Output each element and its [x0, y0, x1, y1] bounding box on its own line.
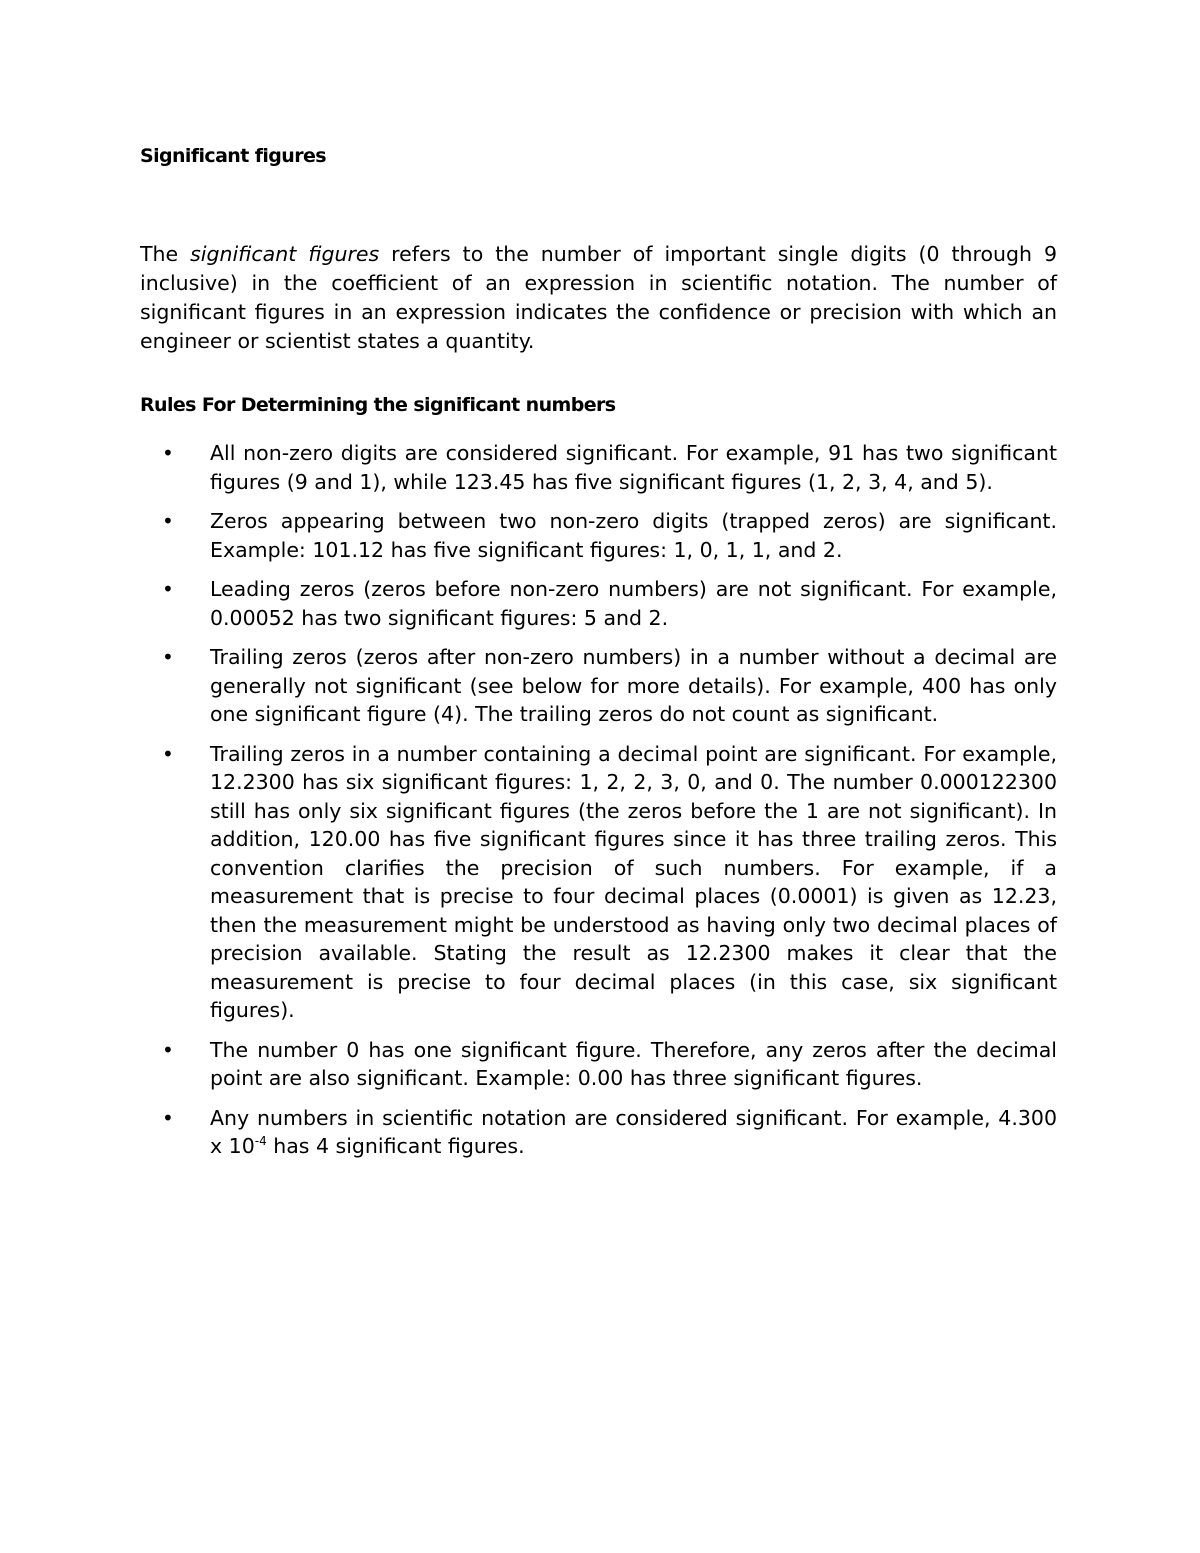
rule-text: Trailing zeros in a number containing a decimal point are significant. For example, 12.2300 has six significant figures: 1, 2, 2, 3, 0, and 0. The number 0.000122300 still has only six significant figures (the zeros before the 1 are not significant). In addition, 120.00 has five significant figures since it has three trailing zeros. This convention clarifies the precision of such numbers. For example, if a measurement that is precise to four decimal places (0.0001) is given as 12.23, then the measurement might be understood as having only two decimal places of precision available. Stating the result as 12.2300 makes it clear that the measurement is precise to four decimal places (in this case, six significant figures). [210, 741, 1057, 1022]
intro-text-end: refers to the number of important single digits (0 through 9 inclusive) in the coefficient of an expression in scientific notation. The number of significant figures in an expression indicates the confidence or precision with which an engineer or scientist states a quantity. [140, 242, 1058, 353]
rule-item-5 [140, 740, 1057, 1025]
rule-text-after: has 4 significant figures. [266, 1134, 525, 1158]
intro-term: significant figures [190, 242, 380, 266]
rule-item-7 [140, 1104, 1057, 1161]
rule-item-4 [140, 643, 1057, 729]
bullet-icon: • [162, 441, 174, 465]
rule-text: Leading zeros (zeros before non-zero numbers) are not significant. For example, 0.00052 has two significant figures: 5 and 2. [210, 577, 1057, 630]
rules-heading: Rules For Determining the significant numbers [140, 394, 616, 416]
exponent: -4 [254, 1134, 267, 1149]
document-page [140, 142, 1057, 1172]
bullet-icon: • [162, 577, 174, 601]
rule-item-6 [140, 1036, 1057, 1093]
bullet-icon: • [162, 1105, 174, 1130]
rule-item-1 [140, 439, 1057, 496]
intro-paragraph [140, 240, 1057, 356]
intro-text-start: The [140, 242, 191, 266]
bullet-icon: • [162, 645, 174, 669]
document-title: Significant figures [140, 145, 326, 167]
rule-text [200, 1104, 1057, 1161]
rule-text: Trailing zeros (zeros after non-zero numbers) in a number without a decimal are generally not significant (see below for more details). For example, 400 has only one significant figure (4). The trailing zeros do not count as significant. [210, 645, 1057, 726]
bullet-icon: • [162, 509, 174, 533]
bullet-icon: • [162, 741, 174, 766]
rules-list [140, 439, 1057, 1161]
rule-item-2 [140, 507, 1057, 564]
rule-text: Zeros appearing between two non-zero digits (trapped zeros) are significant. Example: 101.12 has five significant figures: 1, 0, 1, 1, and 2. [210, 509, 1057, 562]
rule-text-before: Any numbers in scientific notation are considered significant. For example, 4.300 x 10 [210, 1105, 1057, 1158]
rule-text: All non-zero digits are considered significant. For example, 91 has two significant figures (9 and 1), while 123.45 has five significant figures (1, 2, 3, 4, and 5). [210, 441, 1057, 494]
bullet-icon: • [162, 1037, 174, 1062]
rule-item-3 [140, 575, 1057, 632]
rule-text: The number 0 has one significant figure. Therefore, any zeros after the decimal point are also significant. Example: 0.00 has three significant figures. [210, 1037, 1057, 1090]
